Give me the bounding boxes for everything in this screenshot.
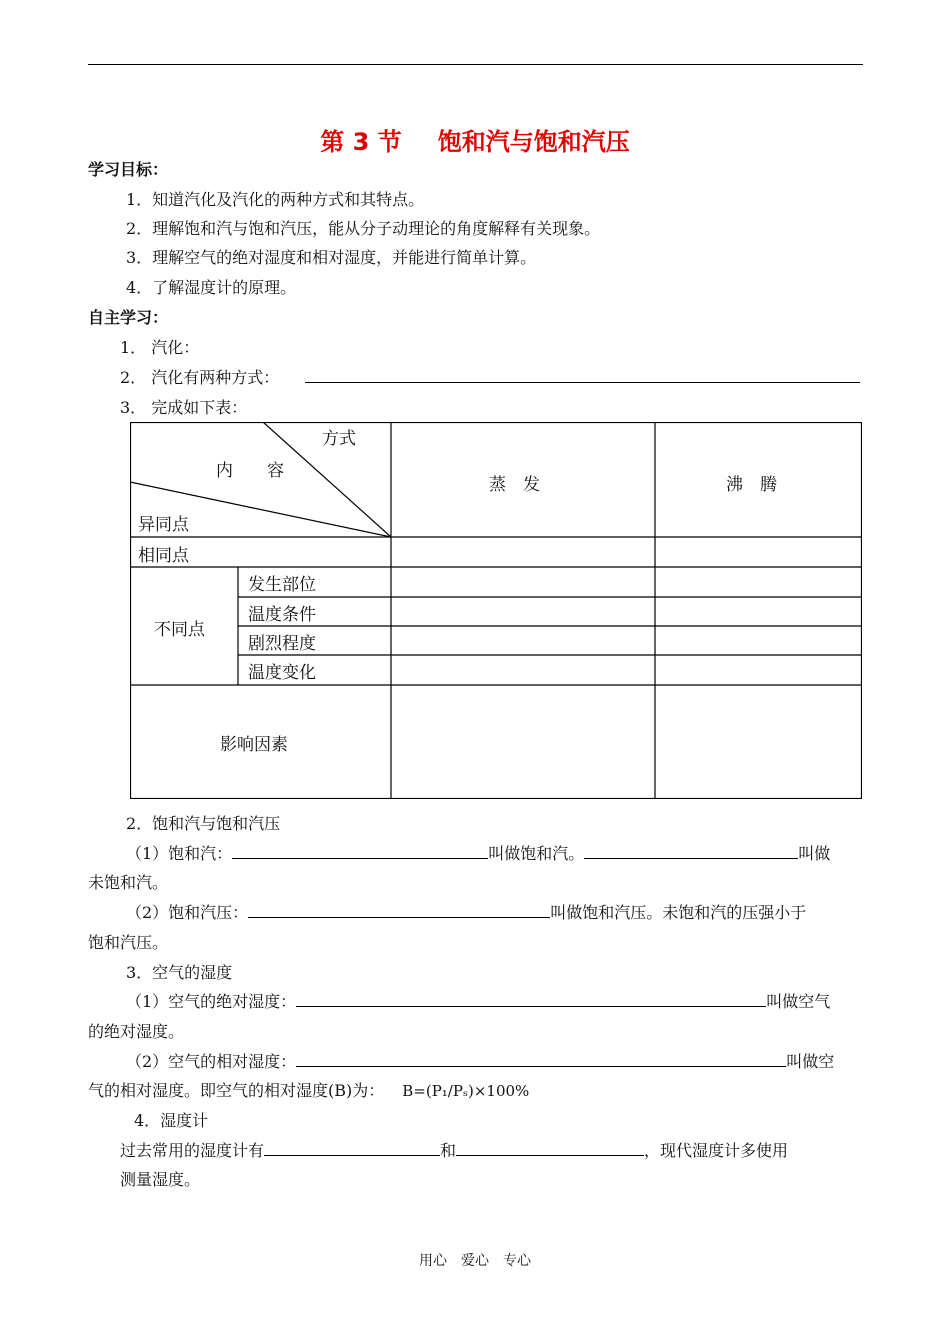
answer-blank[interactable] (305, 366, 860, 383)
objective-item: 2．理解饱和汽与饱和汽压，能从分子动理论的角度解释有关现象。 (126, 219, 601, 238)
section4-line1-cont: 测量湿度。 (120, 1170, 201, 1189)
corner-label-mode: 方式 (322, 429, 356, 449)
corner-label-diff: 异同点 (138, 515, 189, 535)
section3-line2: （2）空气的相对湿度： 叫做空 (126, 1049, 834, 1072)
question-1: 1． 汽化： (120, 338, 200, 357)
section3-line2-cont: 气的相对湿度。即空气的相对湿度(B)为： B=(P₁/Pₛ)×100% (88, 1081, 530, 1100)
self-study-heading: 自主学习： (88, 308, 169, 327)
header-rule (88, 64, 863, 65)
header-boiling: 沸 腾 (726, 475, 777, 495)
section3-line1: （1）空气的绝对湿度： 叫做空气 (126, 989, 830, 1012)
subrow-temperature-change: 温度变化 (248, 663, 316, 683)
objective-item: 3．理解空气的绝对湿度和相对湿度，并能进行简单计算。 (126, 248, 537, 267)
section4-line1: 过去常用的湿度计有 和 ，现代湿度计多使用 (120, 1138, 788, 1161)
subrow-intensity: 剧烈程度 (248, 634, 316, 654)
section2-line2-cont: 饱和汽压。 (88, 933, 169, 952)
objective-item: 4．了解湿度计的原理。 (126, 278, 297, 297)
question-2: 2． 汽化有两种方式： (120, 368, 280, 387)
row-different: 不同点 (154, 620, 205, 640)
objectives-heading: 学习目标： (88, 160, 169, 179)
section2-line1: （1）饱和汽： 叫做饱和汽。 叫做 (126, 841, 830, 864)
answer-blank[interactable] (456, 1138, 644, 1156)
section2-line1-cont: 未饱和汽。 (88, 873, 169, 892)
answer-blank[interactable] (584, 841, 798, 859)
subrow-location: 发生部位 (248, 575, 316, 595)
corner-label-content: 内 容 (216, 461, 284, 481)
row-same: 相同点 (138, 546, 189, 566)
humidity-formula: B=(P₁/Pₛ)×100% (402, 1082, 530, 1100)
subrow-temperature-condition: 温度条件 (248, 605, 316, 625)
header-evaporation: 蒸 发 (489, 475, 540, 495)
section3-heading: 3．空气的湿度 (126, 963, 233, 982)
answer-blank[interactable] (296, 1049, 786, 1067)
answer-blank[interactable] (248, 900, 550, 918)
section2-line2: （2）饱和汽压： 叫做饱和汽压。未饱和汽的压强小于 (126, 900, 806, 923)
row-factors: 影响因素 (220, 735, 288, 755)
answer-blank[interactable] (264, 1138, 440, 1156)
answer-blank[interactable] (232, 841, 488, 859)
page-title: 第 3 节 饱和汽与饱和汽压 (320, 128, 630, 156)
objective-item: 1．知道汽化及汽化的两种方式和其特点。 (126, 190, 425, 209)
answer-blank[interactable] (296, 989, 766, 1007)
comparison-table (130, 422, 862, 798)
section4-heading: 4．湿度计 (134, 1111, 209, 1130)
section3-line1-cont: 的绝对湿度。 (88, 1022, 185, 1041)
section2-heading: 2．饱和汽与饱和汽压 (126, 814, 281, 833)
question-3: 3． 完成如下表： (120, 398, 248, 417)
page-footer: 用心 爱心 专心 (419, 1253, 531, 1269)
